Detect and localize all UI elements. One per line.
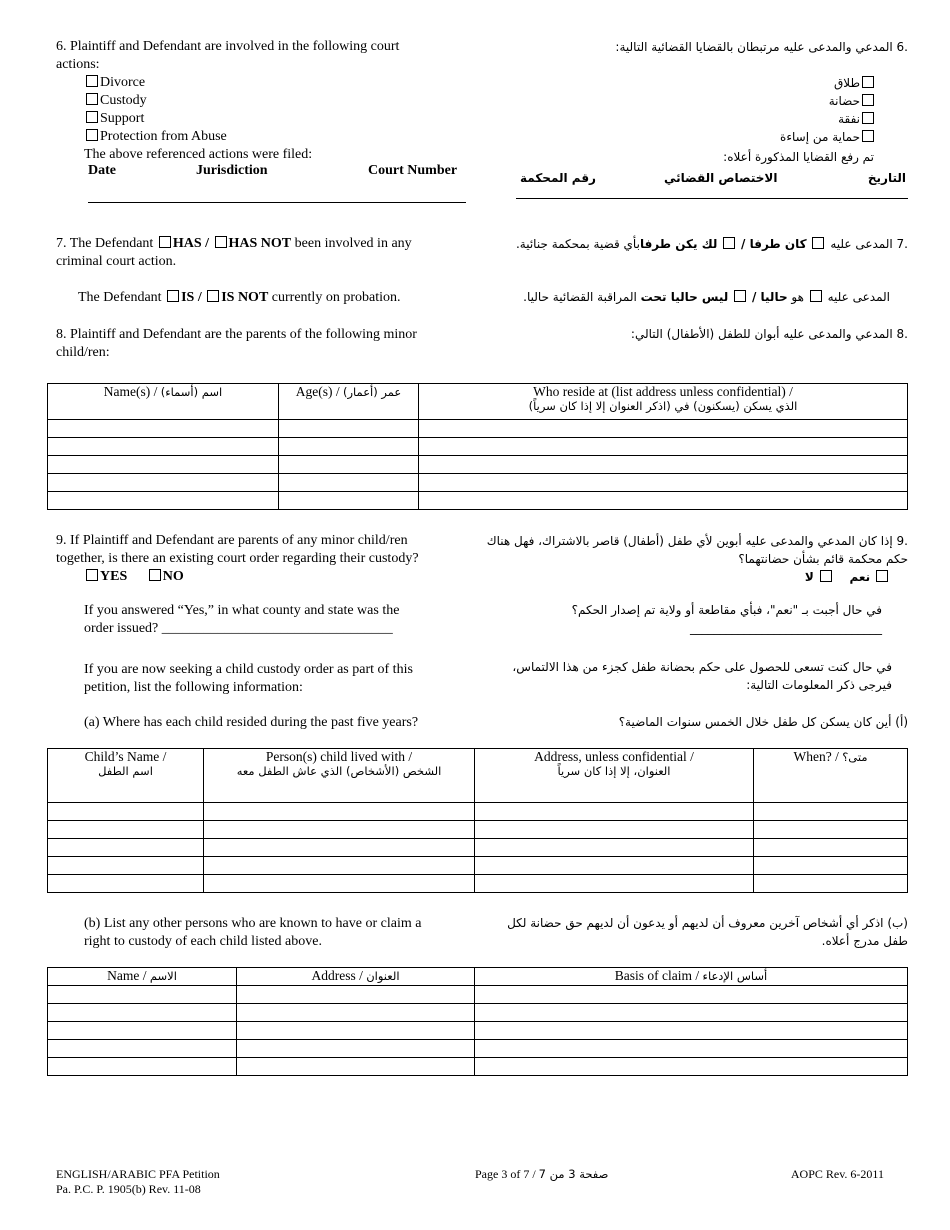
checkbox-icon bbox=[86, 93, 98, 105]
table-row[interactable] bbox=[48, 803, 908, 821]
col-date-ar: التاريخ bbox=[867, 171, 906, 185]
question-a-ar: (أ) أين كان يسكن كل طفل خلال الخمس سنوات الماضية؟ bbox=[618, 715, 908, 729]
table-row[interactable] bbox=[48, 986, 908, 1004]
residence-table bbox=[47, 748, 908, 893]
option-divorce-ar[interactable]: طلاق bbox=[576, 74, 876, 92]
checkbox-icon bbox=[86, 569, 98, 581]
s7-probation-ar: المدعى عليه هو حاليا / ليس حاليا تحت المراقبة القضائية حاليا. bbox=[523, 290, 890, 304]
option-yes[interactable]: YES bbox=[84, 569, 127, 584]
header-name: Name / الاسم bbox=[48, 968, 237, 986]
footer-page-number: Page 3 of 7 / صفحة 3 من 7 bbox=[475, 1167, 609, 1181]
table-row[interactable] bbox=[48, 857, 908, 875]
checkbox-icon bbox=[86, 129, 98, 141]
checkbox-is-ar[interactable] bbox=[810, 290, 822, 302]
question-b-ar: (ب) اذكر أي أشخاص آخرين معروف أن لديهم أو يدعون أن لديهم حق حضانة لكل طفل مدرج أعلاه. bbox=[507, 916, 908, 948]
checkbox-is-not-ar[interactable] bbox=[734, 290, 746, 302]
table-row[interactable] bbox=[48, 1022, 908, 1040]
s6-en-text: 6. Plaintiff and Defendant are involved in the following court actions: bbox=[56, 39, 400, 72]
filed-label: The above referenced actions were filed: bbox=[84, 147, 313, 162]
checkbox-was-party[interactable] bbox=[812, 237, 824, 249]
s9-yes-no-ar bbox=[805, 568, 890, 586]
col-date: Date bbox=[88, 163, 116, 178]
checkbox-is-not[interactable] bbox=[207, 290, 219, 302]
checkbox-is[interactable] bbox=[167, 290, 179, 302]
checkbox-icon bbox=[862, 94, 874, 106]
option-no[interactable]: NO bbox=[147, 569, 184, 584]
checkbox-icon bbox=[86, 111, 98, 123]
s6-ar-title: .6 المدعي والمدعى عليه مرتبطان بالقضايا القضائية التالية: bbox=[615, 40, 908, 54]
s6-entry-line-ar[interactable] bbox=[516, 198, 908, 199]
s8-ar-text: .8 المدعي والمدعى عليه أبوان للطفل (الأطفال) التالي: bbox=[630, 327, 908, 341]
checkbox-icon bbox=[149, 569, 161, 581]
s6-options-en bbox=[84, 74, 384, 164]
checkbox-icon bbox=[862, 76, 874, 88]
footer-right: AOPC Rev. 6-2011 bbox=[790, 1167, 884, 1181]
seek-en: If you are now seeking a child custody order as part of this petition, list the following information: bbox=[84, 662, 413, 695]
table-row[interactable] bbox=[48, 438, 908, 456]
checkbox-icon bbox=[820, 570, 832, 582]
table-row[interactable] bbox=[48, 492, 908, 510]
s7-ar-text: .7 المدعى عليه كان طرفا / لك يكن طرفابأي قضية بمحكمة جنائية. bbox=[515, 237, 908, 251]
children-table bbox=[47, 383, 908, 510]
header-child-name: Child’s Name / اسم الطفل bbox=[48, 749, 204, 803]
table-header-row bbox=[48, 749, 908, 803]
table-row[interactable] bbox=[48, 1040, 908, 1058]
table-row[interactable] bbox=[48, 839, 908, 857]
option-divorce[interactable]: Divorce bbox=[84, 74, 384, 92]
custody-claims-table bbox=[47, 967, 908, 1076]
table-row[interactable] bbox=[48, 821, 908, 839]
table-header-row bbox=[48, 384, 908, 420]
s6-options-ar bbox=[576, 74, 876, 146]
header-when: When? / متى؟ bbox=[754, 749, 908, 803]
seek-ar: في حال كنت تسعى للحصول على حكم بحضانة طفل كجزء من هذا الالتماس، فيرجى ذكر المعلومات التالية: bbox=[512, 660, 892, 692]
s9-yes-no-en bbox=[84, 568, 184, 586]
table-row[interactable] bbox=[48, 1058, 908, 1076]
s7-en-text: 7. The Defendant HAS / HAS NOT been involved in any criminal court action. bbox=[56, 236, 412, 269]
s8-en-text: 8. Plaintiff and Defendant are the parents of the following minor child/ren: bbox=[56, 327, 417, 360]
s6-filed-ar: تم رفع القضايا المذكورة أعلاه: bbox=[723, 150, 874, 164]
table-row[interactable] bbox=[48, 474, 908, 492]
county-en[interactable]: If you answered “Yes,” in what county and state was the order issued? _________________________________ bbox=[84, 603, 400, 636]
checkbox-icon bbox=[862, 130, 874, 142]
header-age: Age(s) / عمر (أعمار) bbox=[279, 384, 419, 420]
s9-en-text: 9. If Plaintiff and Defendant are parents of any minor child/ren together, is there an existing court order regarding their custody? bbox=[56, 533, 419, 566]
option-support[interactable]: Support bbox=[84, 110, 384, 128]
table-row[interactable] bbox=[48, 420, 908, 438]
header-address: Address / العنوان bbox=[237, 968, 475, 986]
checkbox-icon bbox=[862, 112, 874, 124]
header-basis: Basis of claim / أساس الإدعاء bbox=[475, 968, 908, 986]
header-address: Who reside at (list address unless confidential) / الذي يسكن (يسكنون) في (اذكر العنوان إلا إذا كان سرياً) bbox=[419, 384, 908, 420]
col-court-number: Court Number bbox=[368, 163, 458, 178]
option-custody[interactable]: Custody bbox=[84, 92, 384, 110]
table-header-row bbox=[48, 968, 908, 986]
option-custody-ar[interactable]: حضانة bbox=[576, 92, 876, 110]
checkbox-icon bbox=[86, 75, 98, 87]
table-row[interactable] bbox=[48, 456, 908, 474]
table-row[interactable] bbox=[48, 875, 908, 893]
option-yes-ar[interactable]: نعم bbox=[849, 570, 890, 584]
option-no-ar[interactable]: لا bbox=[805, 570, 834, 584]
checkbox-has[interactable] bbox=[159, 236, 171, 248]
footer-left: ENGLISH/ARABIC PFA Petition Pa. P.C. P. 1905(b) Rev. 11-08 bbox=[56, 1167, 220, 1196]
option-pfa-ar[interactable]: حماية من إساءة bbox=[576, 128, 876, 146]
header-lived-with: Person(s) child lived with / الشخص (الأشخاص) الذي عاش الطفل معه bbox=[204, 749, 475, 803]
s6-entry-line-en[interactable] bbox=[88, 202, 466, 203]
checkbox-has-not[interactable] bbox=[215, 236, 227, 248]
col-juris-ar: الاختصاص القضائي bbox=[664, 171, 778, 185]
checkbox-icon bbox=[876, 570, 888, 582]
question-a-en: (a) Where has each child resided during the past five years? bbox=[84, 715, 419, 730]
table-row[interactable] bbox=[48, 1004, 908, 1022]
header-name: Name(s) / اسم (أسماء) bbox=[48, 384, 279, 420]
col-jurisdiction: Jurisdiction bbox=[196, 163, 268, 178]
col-court-ar: رقم المحكمة bbox=[520, 171, 596, 185]
option-pfa[interactable]: Protection from Abuse bbox=[84, 128, 384, 146]
s9-ar-text: .9 إذا كان المدعي والمدعى عليه أبوين لأي طفل (أطفال) قاصر بالاشتراك، فهل هناك حكم محكمة قائم بشأن حضانتهما؟ bbox=[486, 534, 908, 566]
checkbox-not-party[interactable] bbox=[723, 237, 735, 249]
option-support-ar[interactable]: نفقة bbox=[576, 110, 876, 128]
s7-probation-en: The Defendant IS / IS NOT currently on probation. bbox=[78, 290, 401, 305]
question-b-en: (b) List any other persons who are known to have or claim a right to custody of each child listed above. bbox=[84, 916, 422, 949]
county-ar[interactable]: في حال أجبت بـ "نعم"، فبأي مقاطعة أو ولاية تم إصدار الحكم؟ ________________________________ bbox=[571, 603, 882, 635]
header-address: Address, unless confidential / العنوان، إلا إذا كان سرياً bbox=[475, 749, 754, 803]
